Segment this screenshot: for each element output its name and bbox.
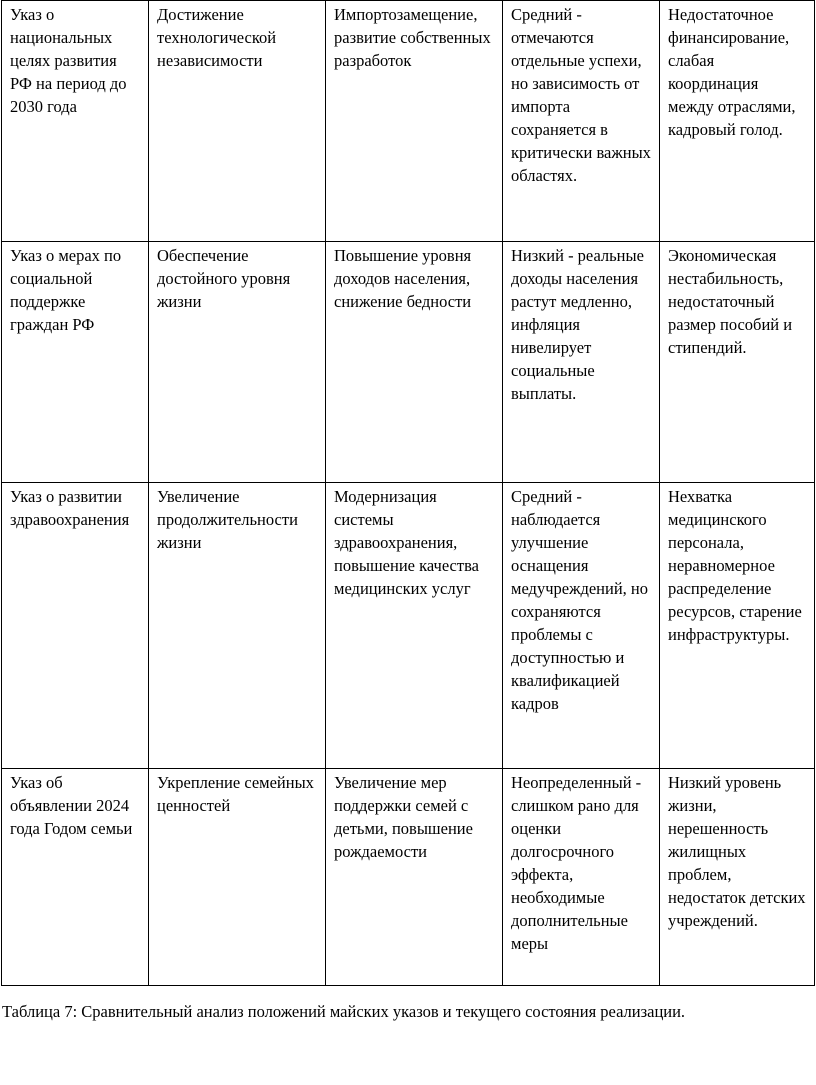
comparison-table — [1, 0, 815, 986]
table-cell-measures: Увеличение мер поддержки семей с детьми, повышение рождаемости — [326, 769, 503, 986]
table-cell-status: Низкий - реальные доходы населения растут медленно, инфляция нивелирует социальные выплаты. — [503, 242, 660, 483]
table-cell-decree: Указ о национальных целях развития РФ на период до 2030 года — [2, 1, 149, 242]
table-cell-goal: Достижение технологической независимости — [149, 1, 326, 242]
table-caption: Таблица 7: Сравнительный анализ положений майских указов и текущего состояния реализации. — [2, 1002, 686, 1021]
table-row — [2, 483, 815, 769]
table-cell-goal: Укрепление семейных ценностей — [149, 769, 326, 986]
table-row — [2, 242, 815, 483]
table-cell-problems: Недостаточное финансирование, слабая координация между отраслями, кадровый голод. — [660, 1, 815, 242]
table-cell-status: Средний - наблюдается улучшение оснащения медучреждений, но сохраняются проблемы с доступностью и квалификацией кадров — [503, 483, 660, 769]
table-row — [2, 769, 815, 986]
table-cell-decree: Указ о мерах по социальной поддержке граждан РФ — [2, 242, 149, 483]
table-cell-measures: Импортозамещение, развитие собственных разработок — [326, 1, 503, 242]
table-cell-status: Неопределенный - слишком рано для оценки долгосрочного эффекта, необходимые дополнительные меры — [503, 769, 660, 986]
table-cell-goal: Обеспечение достойного уровня жизни — [149, 242, 326, 483]
table-cell-measures: Повышение уровня доходов населения, снижение бедности — [326, 242, 503, 483]
table-cell-problems: Нехватка медицинского персонала, неравномерное распределение ресурсов, старение инфраструктуры. — [660, 483, 815, 769]
table-cell-problems: Низкий уровень жизни, нерешенность жилищных проблем, недостаток детских учреждений. — [660, 769, 815, 986]
table-row — [2, 1, 815, 242]
table-cell-measures: Модернизация системы здравоохранения, повышение качества медицинских услуг — [326, 483, 503, 769]
table-cell-decree: Указ о развитии здравоохранения — [2, 483, 149, 769]
table-cell-status: Средний - отмечаются отдельные успехи, но зависимость от импорта сохраняется в критически важных областях. — [503, 1, 660, 242]
table-cell-goal: Увеличение продолжительности жизни — [149, 483, 326, 769]
table-cell-decree: Указ об объявлении 2024 года Годом семьи — [2, 769, 149, 986]
table-cell-problems: Экономическая нестабильность, недостаточный размер пособий и стипендий. — [660, 242, 815, 483]
